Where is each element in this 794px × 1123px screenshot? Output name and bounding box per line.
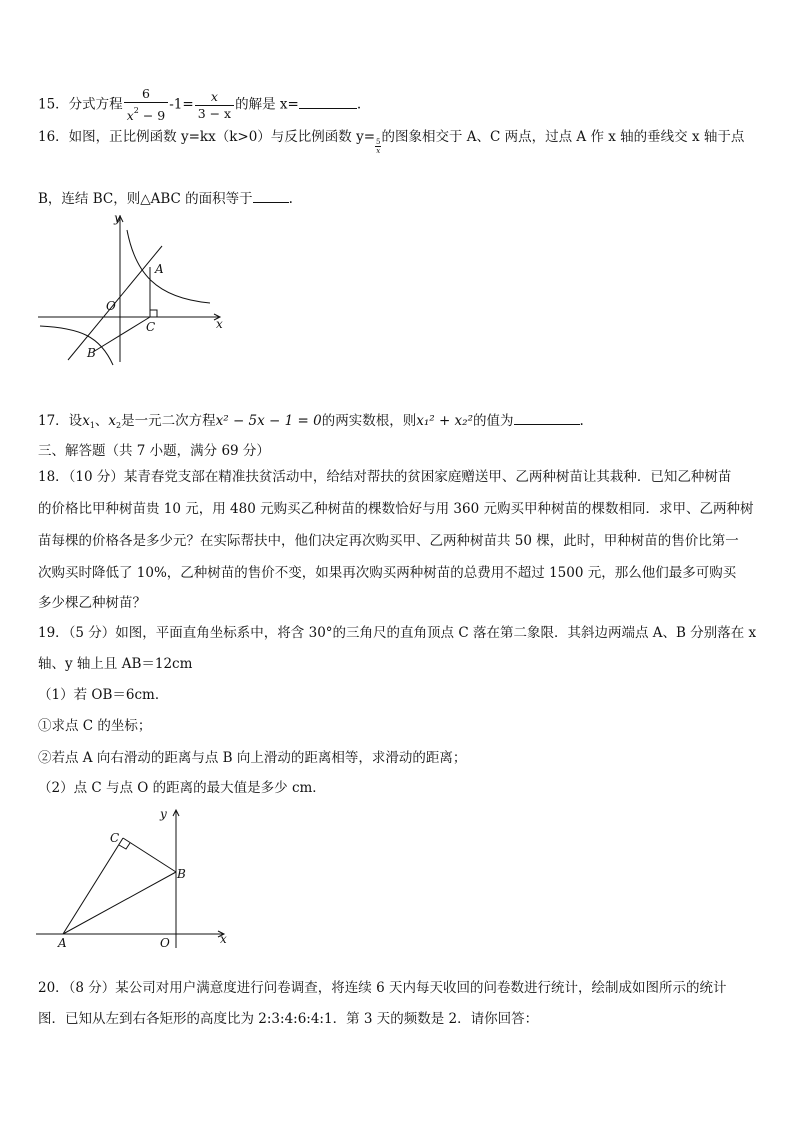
q17-equation: x² − 5x − 1 = 0 xyxy=(215,413,322,429)
q15-answer-blank[interactable] xyxy=(299,94,357,109)
q16-line1-suffix: 的图象相交于 A、C 两点，过点 A 作 x 轴的垂线交 x 轴于点 xyxy=(381,129,745,145)
q17-end: . xyxy=(579,413,584,429)
q17-x1: x xyxy=(82,413,90,429)
q16-line2: B，连结 BC，则△ABC 的面积等于 xyxy=(38,191,253,207)
q17-sep: 、 xyxy=(94,413,109,429)
q19-line-6: （2）点 C 与点 O 的距离的最大值是多少 cm． xyxy=(38,780,326,796)
figure-2-triangle-diagram xyxy=(30,802,230,952)
q18-line-5: 多少棵乙种树苗？ xyxy=(38,595,146,611)
fig2-label-o: O xyxy=(160,936,170,950)
q20-line-2: 图．已知从左到右各矩形的高度比为 2:3:4:6:4:1．第 3 天的频数是 2．请你回答： xyxy=(38,1011,539,1027)
q19-line-5: ②若点 A 向右滑动的距离与点 B 向上滑动的距离相等，求滑动的距离； xyxy=(38,750,467,766)
q18-line-4: 次购买时降低了 10%，乙种树苗的售价不变，如果再次购买两种树苗的总费用不超过 1500 元，那么他们最多可购买 xyxy=(38,565,737,581)
fig2-label-b: B xyxy=(177,867,186,881)
q15-prefix: 15．分式方程 xyxy=(38,96,123,113)
q15-end: . xyxy=(356,96,362,113)
q19-line-4: ①求点 C 的坐标； xyxy=(38,718,152,734)
q15-mid: -1= xyxy=(169,96,194,113)
q16-line1-prefix: 16．如图，正比例函数 y=kx（k>0）与反比例函数 y= xyxy=(38,129,376,145)
q17-mid2: 的两实数根，则 xyxy=(321,413,417,429)
q17-answer-blank[interactable] xyxy=(514,410,580,425)
q18-line-1: 18．（10 分）某青春党支部在精准扶贫活动中，给结对帮扶的贫困家庭赠送甲、乙两种树苗让其栽种．已知乙种树苗 xyxy=(38,469,732,485)
fig1-segment-bc xyxy=(93,317,150,352)
q15-suffix: 的解是 x= xyxy=(235,96,299,113)
fig1-label-x: x xyxy=(216,317,223,331)
q17-x1-subscript: 1 xyxy=(89,421,95,430)
q18-line-2: 的价格比甲种树苗贵 10 元，用 480 元购买乙种树苗的棵数恰好与用 360 元购买甲种树苗的棵数相同．求甲、乙两种树 xyxy=(38,501,754,517)
q15-frac1-den-var: x xyxy=(126,108,134,123)
q19-line-3: （1）若 OB＝6cm． xyxy=(38,687,169,703)
section-3-heading: 三、解答题（共 7 小题，满分 69 分） xyxy=(38,443,270,459)
q15-frac1-den-rest: − 9 xyxy=(138,108,166,123)
q16-frac-numerator: 5 xyxy=(376,138,381,146)
q15-fraction-1 xyxy=(124,86,169,124)
fig2-label-y: y xyxy=(160,807,167,821)
q15-frac1-den-exp: 2 xyxy=(133,106,139,115)
q19-line-1: 19．（5 分）如图，平面直角坐标系中，将含 30°的三角尺的直角顶点 C 落在第二象限．其斜边两端点 A、B 分别落在 x xyxy=(38,625,757,641)
fig2-right-angle-mark xyxy=(119,843,130,849)
fig1-hyperbola-branch-q3 xyxy=(40,326,113,365)
q20-line-1: 20．（8 分）某公司对用户满意度进行问卷调查，将连续 6 天内每天收回的问卷数进行统计，绘制成如图所示的统计 xyxy=(38,980,727,996)
q18-line-3: 苗每棵的价格各是多少元？在实际帮扶中，他们决定再次购买甲、乙两种树苗共 50 棵，此时，甲种树苗的售价比第一 xyxy=(38,533,739,549)
q17-prefix: 17．设 xyxy=(38,413,83,429)
q16-end: . xyxy=(288,191,293,207)
q17-expression: x₁² + x₂² xyxy=(416,413,473,429)
q15-frac2-denominator: 3 − x xyxy=(197,105,232,121)
fig2-side-ab xyxy=(63,872,176,934)
fig2-side-cb xyxy=(123,838,176,872)
fig2-label-c: C xyxy=(110,831,120,845)
q17-suffix: 的值为 xyxy=(473,413,514,429)
question-15 xyxy=(38,86,361,124)
question-16-line-2 xyxy=(38,188,293,208)
fig2-label-a: A xyxy=(58,936,67,950)
q17-x2: x xyxy=(108,413,117,429)
figure-1-hyperbola-diagram xyxy=(30,210,230,370)
q17-x2-subscript: 2 xyxy=(116,421,122,430)
question-16-line-1 xyxy=(38,128,744,155)
q19-line-2: 轴、y 轴上且 AB＝12cm xyxy=(38,656,193,672)
fig1-label-y: y xyxy=(114,211,121,225)
q16-answer-blank[interactable] xyxy=(253,188,289,203)
fig2-side-ac xyxy=(63,838,123,934)
fig1-label-c: C xyxy=(146,320,156,334)
fig1-right-angle-mark xyxy=(150,310,157,317)
fig1-label-b: B xyxy=(87,346,96,360)
question-17 xyxy=(38,410,584,435)
fig2-label-x: x xyxy=(220,932,227,946)
q15-frac2-numerator: x xyxy=(195,89,234,106)
fig1-hyperbola-branch-q1 xyxy=(127,230,210,303)
q15-frac1-numerator: 6 xyxy=(124,86,169,103)
q15-fraction-2 xyxy=(195,89,234,122)
fig1-label-a: A xyxy=(155,262,164,276)
q17-mid: 是一元二次方程 xyxy=(121,413,216,429)
fig1-label-o: O xyxy=(106,299,116,313)
q16-frac-denominator: x xyxy=(376,147,381,155)
